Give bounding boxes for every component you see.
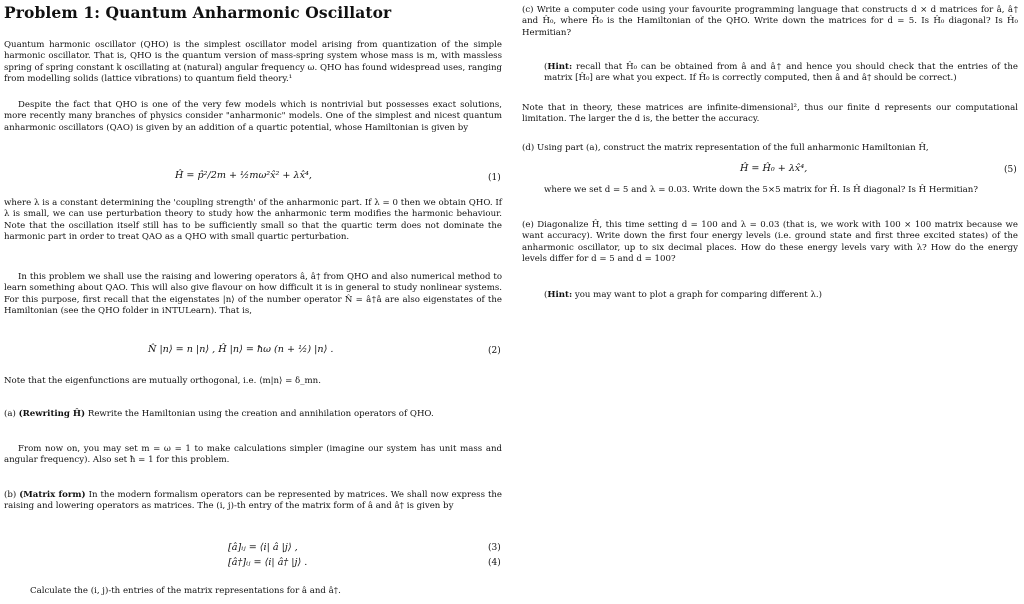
orthogonality-note: Note that the eigenfunctions are mutually orthogonal, i.e. ⟨m|n⟩ = δ_mn.	[4, 376, 321, 386]
anharmonic-paragraph: Despite the fact that QHO is one of the very few models which is nontrivial but possesses exact solutions, more recently many branches of physics consider "anharmonic" models. One of the simplest and nicest quantum anharmonic oscillators (QAO) is given by an addition of a quartic potential, whose Hamiltonian is given by	[4, 100, 502, 133]
part-e-label: (e)	[522, 220, 534, 230]
equation-4-number: (4)	[488, 558, 501, 568]
part-e	[522, 220, 1018, 265]
equation-5: Ĥ = Ĥ₀ + λx̂⁴,	[740, 163, 808, 174]
operators-paragraph: In this problem we shall use the raising and lowering operators â, â† from QHO and also numerical method to learn something about QAO. This will also give flavour on how difficult it is in general to study nonlinear systems. For this purpose, first recall that the eigenstates |n⟩ of the number operator N̂ = â†â are also eigenstates of the Hamiltonian (see the QHO folder in iNTULearn). That is,	[4, 272, 502, 316]
equation-2: N̂ |n⟩ = n |n⟩ , Ĥ |n⟩ = ħω (n + ½) |n⟩ .	[148, 344, 334, 355]
part-c	[522, 5, 1018, 39]
equation-3: [â]ᵢⱼ = ⟨i| â |j⟩ ,	[228, 542, 298, 553]
hint-1-label: Hint:	[547, 62, 573, 72]
problem-title: Problem 1: Quantum Anharmonic Oscillator	[4, 3, 392, 22]
part-d-label: (d)	[522, 143, 535, 153]
part-a	[4, 409, 502, 420]
part-e-text: Diagonalize Ĥ, this time setting d = 100 and λ = 0.03 (that is, we work with 100 × 100 matrix because we want accuracy). Write down the first four energy levels (i.e. ground state and first three excited states) of the anharmonic oscillator, up to six decimal places. How do these energy levels vary with λ? How do the energy levels differ for d = 5 and d = 100?	[522, 220, 1018, 264]
equation-1-number: (1)	[488, 173, 501, 183]
hint-1-text: recall that Ĥ₀ can be obtained from â and â† and hence you should check that the entries of the matrix [Ĥ₀] are what you expect. If Ĥ₀ is correctly computed, then â and â† should be correct.)	[544, 62, 1018, 84]
equation-4: [â†]ᵢⱼ = ⟨i| â† |j⟩ .	[228, 557, 308, 568]
hint-1: (Hint: recall that Ĥ₀ can be obtained from â and â† and hence you should check that the entries of the matrix [Ĥ₀] are what you expect. If Ĥ₀ is correctly computed, then â and â† should be correct.)	[544, 62, 1018, 84]
part-d-text: Using part (a), construct the matrix representation of the full anharmonic Hamiltonian Ĥ,	[536, 143, 929, 153]
coupling-paragraph: where λ is a constant determining the 'coupling strength' of the anharmonic part. If λ = 0 then we obtain QHO. If λ is small, we can use perturbation theory to study how the anharmonic term modifies the harmonic behaviour. Note that the oscillation itself still has to be sufficiently small so that the quartic term does not dominate the harmonic part in order to treat QAO as a QHO with small quartic perturbation.	[4, 198, 502, 242]
units-paragraph: From now on, you may set m = ω = 1 to make calculations simpler (imagine our system has unit mass and angular frequency). Also set ħ = 1 for this problem.	[4, 444, 502, 466]
part-d	[522, 143, 1018, 154]
hint-2-label: Hint:	[547, 290, 573, 300]
part-c-text: Write a computer code using your favourite programming language that constructs d × d matrices for â, â† and Ĥ₀, where Ĥ₀ is the Hamiltonian of the QHO. Write down the matrices for d = 5. Is Ĥ₀ diagonal? Is Ĥ₀ Hermitian?	[522, 5, 1018, 38]
equation-5-number: (5)	[1004, 165, 1017, 175]
part-a-title: (Rewriting Ĥ)	[18, 409, 86, 419]
part-b-text: In the modern formalism operators can be represented by matrices. We shall now express the raising and lowering operators as matrices. The (i, j)-th entry of the matrix form of â and â† is given by	[4, 490, 503, 512]
part-a-label: (a)	[4, 409, 16, 419]
hint-2-text: you may want to plot a graph for comparing different λ.)	[574, 290, 823, 300]
part-b-instruction: Calculate the (i, j)-th entries of the matrix representations for â and â†.	[30, 586, 341, 596]
part-b-title: (Matrix form)	[19, 490, 86, 500]
equation-1: Ĥ = p̂²/2m + ½mω²x̂² + λx̂⁴,	[175, 170, 312, 181]
dimension-note: Note that in theory, these matrices are infinite-dimensional², thus our finite d represents our computational limitation. The larger the d is, the better the accuracy.	[522, 103, 1018, 125]
intro-paragraph: Quantum harmonic oscillator (QHO) is the simplest oscillator model arising from quantization of the simple harmonic oscillator. That is, QHO is the quantum version of mass-spring system whose mass is m, with massless spring of spring constant k oscillating at (natural) angular frequency ω. QHO has found widespread uses, ranging from modelling solids (lattice vibrations) to quantum field theory.¹	[4, 40, 502, 84]
part-b	[4, 490, 502, 513]
equation-3-number: (3)	[488, 543, 501, 553]
part-d-continued: where we set d = 5 and λ = 0.03. Write down the 5×5 matrix for Ĥ. Is Ĥ diagonal? Is Ĥ Hermitian?	[544, 185, 978, 195]
equation-2-number: (2)	[488, 346, 501, 356]
part-c-label: (c)	[522, 5, 534, 15]
hint-2: (Hint: you may want to plot a graph for comparing different λ.)	[544, 290, 823, 300]
part-a-text: Rewrite the Hamiltonian using the creation and annihilation operators of QHO.	[87, 409, 434, 419]
part-b-label: (b)	[4, 490, 17, 500]
